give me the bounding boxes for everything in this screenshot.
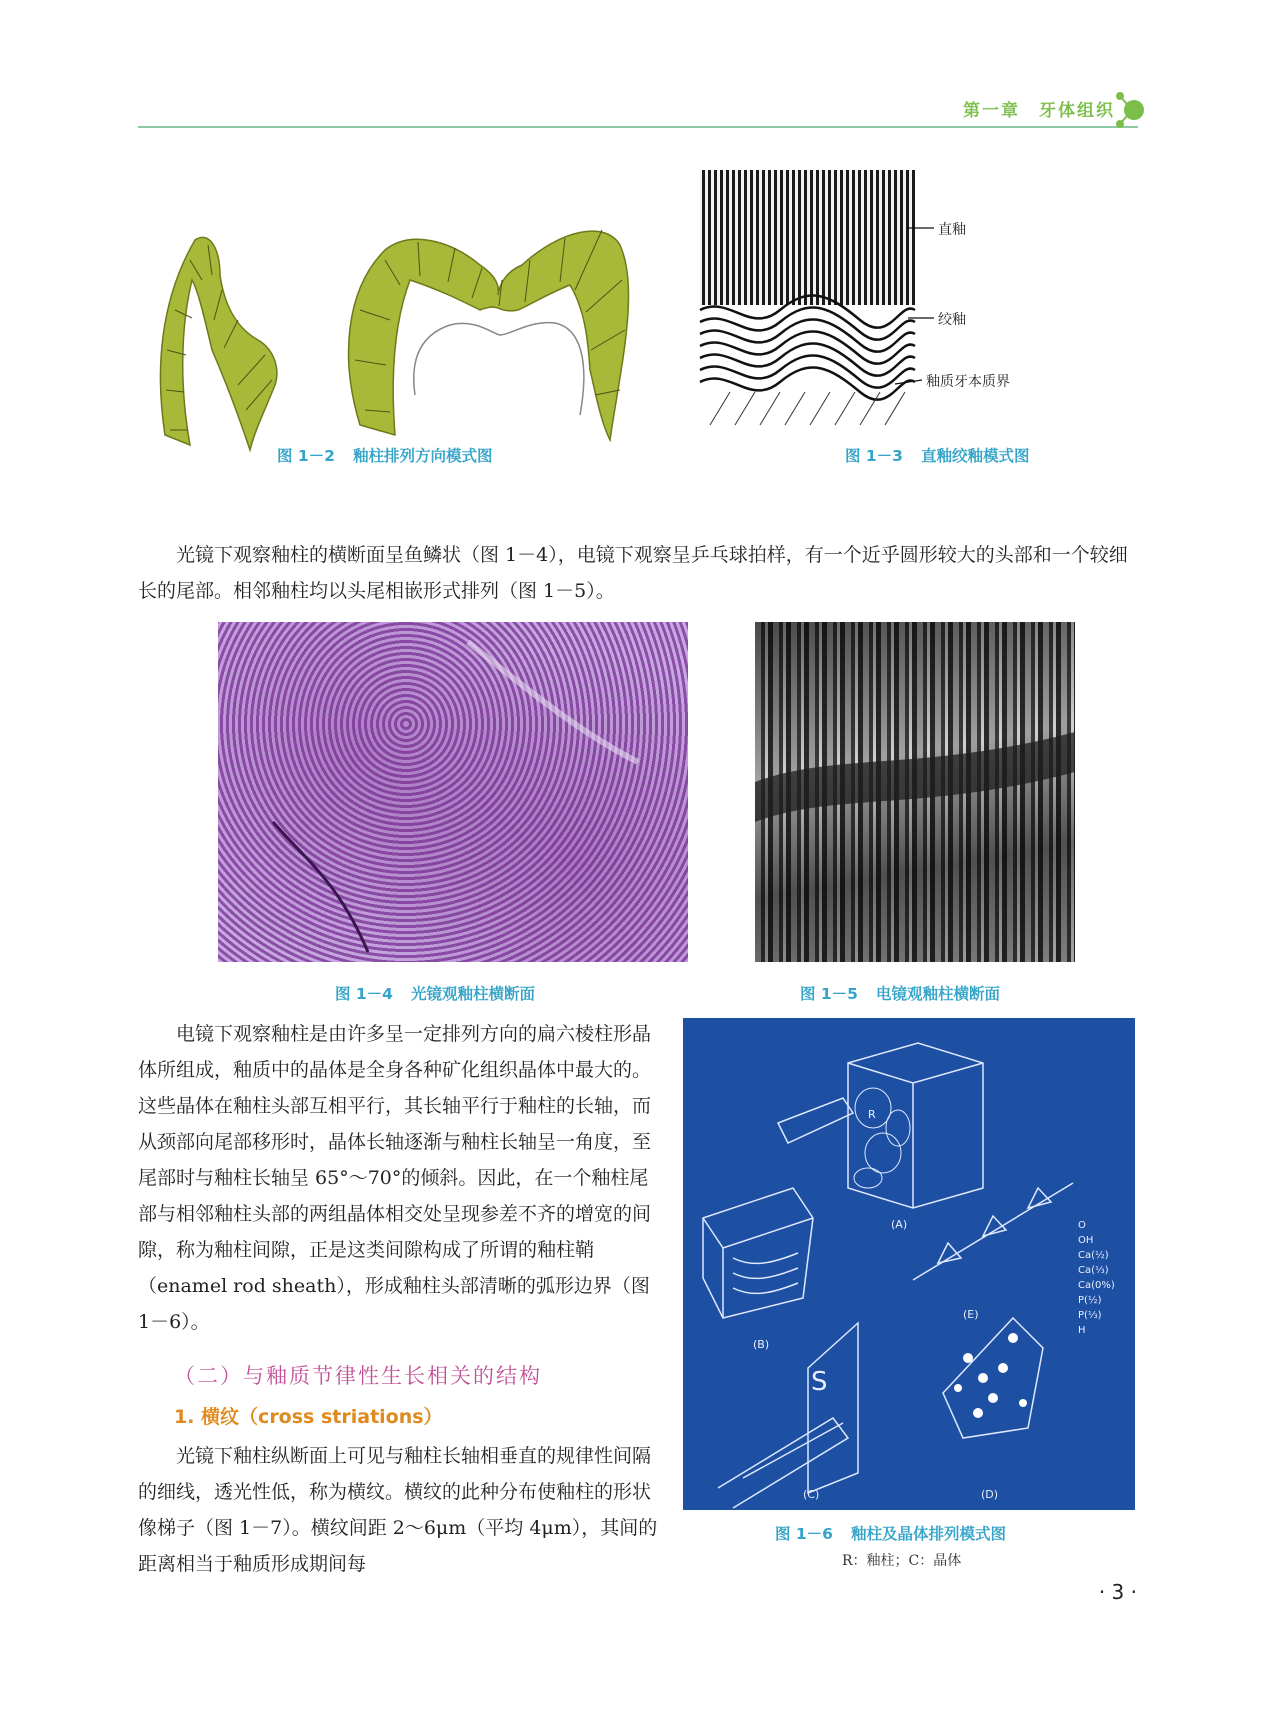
- figure-1-5-caption: [800, 982, 1000, 1004]
- molar-enamel-section: [349, 231, 629, 440]
- figure-1-6-title: 釉柱及晶体排列模式图: [850, 1525, 1006, 1543]
- svg-text:OH: OH: [1078, 1235, 1094, 1246]
- figure-1-4-micrograph: [218, 622, 688, 962]
- figure-1-6-caption: [775, 1522, 1006, 1544]
- paragraph-rod-cross-section: [138, 537, 1138, 609]
- label-twisted-enamel: 绞釉: [938, 312, 966, 328]
- svg-text:Ca(½): Ca(½): [1078, 1250, 1109, 1261]
- figure-1-2-title: 釉柱排列方向模式图: [352, 447, 493, 465]
- paragraph-2-text: 电镜下观察釉柱是由许多呈一定排列方向的扁六棱柱形晶体所组成，釉质中的晶体是全身各种矿化组织晶体中最大的。这些晶体在釉柱头部互相平行，其长轴平行于釉柱的长轴，而从颈部向尾部移形时，晶体长轴逐渐与釉柱长轴呈一角度，至尾部时与釉柱长轴呈 65°～70°的倾斜。因此，在一个釉柱尾部与相邻釉柱头部的两组晶体相交处呈现参差不齐的增宽的间隙，称为釉柱间隙，正是这类间隙构成了所谓的釉柱鞘（enamel rod sheath），形成釉柱头部清晰的弧形边界（图 1－6）。: [138, 1023, 652, 1333]
- left-enamel-section: [160, 237, 276, 450]
- figure-1-3-number: 图 1－3: [845, 447, 903, 465]
- molecule-logo-icon: [1112, 90, 1152, 130]
- figure-1-2-diagram: [150, 220, 710, 480]
- figure-1-3-diagram: [690, 160, 1080, 430]
- figure-1-3-caption: [845, 444, 1029, 466]
- figure-1-2-number: 图 1－2: [277, 447, 335, 465]
- paragraph-crystal-arrangement: [138, 1016, 666, 1340]
- page-number: · 3 ·: [1098, 1580, 1137, 1604]
- figure-1-4-number: 图 1－4: [335, 985, 393, 1003]
- label-r: R: [868, 1108, 876, 1121]
- figure-1-4-title: 光镜观釉柱横断面: [410, 985, 535, 1003]
- dentin-hatching: [710, 392, 905, 425]
- figure-1-4-caption: [335, 982, 535, 1004]
- svg-text:H: H: [1078, 1325, 1086, 1336]
- sub-heading-cross-striations: 1. 横纹（cross striations）: [174, 1406, 443, 1428]
- label-d: (D): [981, 1488, 999, 1501]
- svg-text:P(⅓): P(⅓): [1078, 1310, 1102, 1321]
- label-c: (C): [803, 1488, 820, 1501]
- figure-1-6-diagram: [683, 1018, 1135, 1510]
- chapter-title: 第一章 牙体组织: [963, 101, 1115, 121]
- label-dej-boundary: 釉质牙本质界: [926, 374, 1010, 390]
- label-a: (A): [891, 1218, 908, 1231]
- paragraph-3-text: 光镜下釉柱纵断面上可见与釉柱长轴相垂直的规律性间隔的细线，透光性低，称为横纹。横纹的此种分布使釉柱的形状像梯子（图 1－7）。横纹间距 2～6μm（平均 4μm），其间的距离相当于釉质形成期间每: [138, 1445, 658, 1575]
- straight-enamel-region: [700, 170, 915, 305]
- header-rule: [138, 126, 1138, 128]
- figure-1-2-caption: [277, 444, 492, 466]
- section-heading: （二）与釉质节律性生长相关的结构: [174, 1364, 542, 1388]
- figure-1-5-title: 电镜观釉柱横断面: [875, 985, 1000, 1003]
- dentin-outline: [414, 323, 584, 415]
- label-straight-enamel: 直釉: [938, 222, 966, 238]
- svg-text:Ca(0%): Ca(0%): [1078, 1280, 1115, 1291]
- label-e: (E): [963, 1308, 979, 1321]
- figure-1-3-title: 直釉绞釉模式图: [920, 447, 1030, 465]
- figure-1-6-number: 图 1－6: [775, 1525, 833, 1543]
- paragraph-cross-striations: [138, 1438, 666, 1582]
- svg-text:P(½): P(½): [1078, 1295, 1102, 1306]
- svg-text:O: O: [1078, 1220, 1086, 1231]
- paragraph-1-text: 光镜下观察釉柱的横断面呈鱼鳞状（图 1－4），电镜下观察呈乒乓球拍样，有一个近乎圆形较大的头部和一个较细长的尾部。相邻釉柱均以头尾相嵌形式排列（图 1－5）。: [138, 544, 1128, 602]
- label-b: (B): [753, 1338, 770, 1351]
- twisted-enamel-region: [700, 296, 915, 400]
- label-s: S: [811, 1367, 828, 1397]
- figure-1-6-note: R：釉柱；C：晶体: [842, 1553, 962, 1569]
- svg-text:Ca(⅓): Ca(⅓): [1078, 1265, 1109, 1276]
- figure-1-5-number: 图 1－5: [800, 985, 858, 1003]
- figure-1-5-micrograph: [755, 622, 1075, 962]
